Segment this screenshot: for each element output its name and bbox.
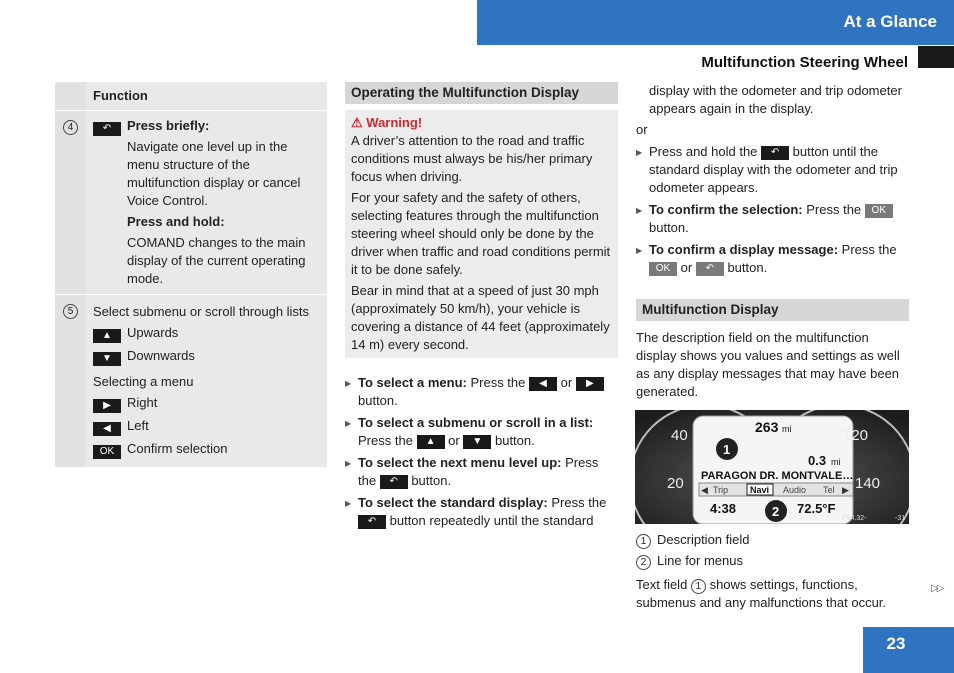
ok-button-icon: OK bbox=[865, 204, 893, 218]
display-illustration bbox=[635, 410, 909, 524]
instruction-item: ▶ To confirm the selection: Press the OK button. bbox=[636, 201, 909, 237]
range-unit: mi bbox=[782, 424, 792, 434]
ok-button-icon: OK bbox=[649, 262, 677, 276]
right-arrow-icon: ▶ bbox=[93, 399, 121, 413]
gauge-label: 40 bbox=[671, 427, 688, 444]
menu-item: Tel bbox=[823, 485, 835, 495]
multifunction-display-image bbox=[635, 410, 909, 524]
back-button-icon: ↶ bbox=[380, 475, 408, 489]
menu-item: Audio bbox=[783, 485, 807, 495]
captions: 1 Description field 2 Line for menus bbox=[636, 529, 750, 571]
table-row bbox=[55, 295, 327, 468]
press-hold-label: Press and hold: bbox=[127, 214, 225, 229]
caption-menu-line: Line for menus bbox=[657, 553, 743, 568]
row-number: 4 bbox=[63, 120, 78, 135]
downwards-label: Downwards bbox=[127, 348, 195, 363]
up-arrow-icon: ▲ bbox=[93, 329, 121, 343]
menu-intro: Selecting a menu bbox=[93, 374, 194, 389]
menu-item-active: Navi bbox=[750, 485, 770, 495]
display-section-title: Multifunction Display bbox=[636, 299, 909, 321]
upwards-label: Upwards bbox=[127, 325, 179, 340]
row-intro: Select submenu or scroll through lists bbox=[93, 304, 310, 319]
confirm-label: Confirm selection bbox=[127, 441, 228, 456]
street-text: PARAGON DR. MONTVALE… bbox=[701, 470, 854, 482]
section-title: Multifunction Steering Wheel bbox=[701, 54, 908, 71]
text-field-note: Text field 1 shows settings, functions, submenus and any malfunctions that occur. bbox=[636, 577, 887, 610]
chapter-title: At a Glance bbox=[843, 12, 937, 31]
instruction-item: ▶ To select the next menu level up: Press the ↶ button. bbox=[345, 454, 618, 490]
press-briefly-text: Navigate one level up in the menu structure of the multifunction display or cancel Voice Control. bbox=[127, 139, 301, 208]
row-number: 5 bbox=[63, 304, 78, 319]
warning-title: Warning! bbox=[366, 115, 423, 130]
table-header: Function bbox=[86, 82, 327, 110]
back-button-icon: ↶ bbox=[358, 515, 386, 529]
svg-text:1: 1 bbox=[723, 442, 731, 457]
caption-description-field: Description field bbox=[657, 532, 750, 547]
right-column bbox=[636, 82, 909, 401]
svg-text:2: 2 bbox=[772, 504, 780, 519]
middle-column bbox=[345, 82, 618, 530]
left-arrow-icon: ◀ bbox=[529, 377, 557, 391]
trip-unit: mi bbox=[831, 457, 841, 467]
ok-button-icon: OK bbox=[93, 445, 121, 459]
press-briefly-label: Press briefly: bbox=[127, 118, 210, 133]
svg-text:◀: ◀ bbox=[701, 485, 708, 495]
warning-triangle-icon: ⚠ bbox=[351, 115, 363, 130]
continue-arrow-icon: ▷▷ bbox=[931, 583, 943, 594]
time-value: 4:38 bbox=[710, 501, 737, 516]
table-header-row bbox=[55, 82, 327, 111]
right-label: Right bbox=[127, 395, 158, 410]
gauge-label: 20 bbox=[667, 475, 684, 492]
gauge-label: 120 bbox=[843, 427, 869, 444]
instruction-item: ▶ To select a menu: Press the ◀ or ▶ button. bbox=[345, 374, 618, 410]
warning-box bbox=[345, 110, 618, 358]
left-label: Left bbox=[127, 418, 149, 433]
instruction-item: ▶ To confirm a display message: Press the OK or ↶ button. bbox=[636, 241, 909, 277]
back-button-icon: ↶ bbox=[696, 262, 724, 276]
operating-section-title: Operating the Multifunction Display bbox=[345, 82, 618, 104]
warning-paragraph: Bear in mind that at a speed of just 30 mph (approximately 50 km/h), your vehicle is covering a distance of 44 feet (approximately 14 m) every second. bbox=[351, 283, 610, 352]
up-arrow-icon: ▲ bbox=[417, 435, 445, 449]
instruction-item: ▶ Press and hold the ↶ button until the standard display with the odometer and trip odometer appears. bbox=[636, 143, 909, 197]
temperature-value: 72.5°F bbox=[797, 501, 836, 516]
down-arrow-icon: ▼ bbox=[93, 352, 121, 366]
trip-value: 0.3 bbox=[808, 453, 827, 468]
menu-item: Trip bbox=[713, 485, 729, 495]
back-button-icon: ↶ bbox=[93, 122, 121, 136]
gauge-label: 140 bbox=[855, 475, 881, 492]
instruction-item: ▶ To select a submenu or scroll in a list: Press the ▲ or ▼ button. bbox=[345, 414, 618, 450]
right-arrow-icon: ▶ bbox=[576, 377, 604, 391]
instruction-item: ▶ To select the standard display: Press the ↶ button repeatedly until the standard bbox=[345, 494, 618, 530]
continued-text: display with the odometer and trip odometer appears again in the display. bbox=[649, 83, 902, 116]
table-row bbox=[55, 111, 327, 295]
down-arrow-icon: ▼ bbox=[463, 435, 491, 449]
warning-paragraph: A driver’s attention to the road and traffic conditions must always be his/her primary focus when driving. bbox=[351, 133, 593, 184]
press-hold-text: COMAND changes to the main display of the current operating mode. bbox=[127, 235, 306, 286]
left-arrow-icon: ◀ bbox=[93, 422, 121, 436]
page-number: 23 bbox=[886, 634, 906, 653]
function-table bbox=[55, 82, 327, 468]
svg-text:▶: ▶ bbox=[842, 485, 849, 495]
range-value: 263 bbox=[755, 419, 779, 435]
display-description: The description field on the multifunction display shows you values and settings as well as any display messages that may have been generated. bbox=[636, 330, 900, 399]
image-code: P54.32- bbox=[842, 515, 867, 522]
image-code-end: -31 bbox=[895, 515, 906, 522]
or-text: or bbox=[636, 122, 648, 137]
back-button-icon: ↶ bbox=[761, 146, 789, 160]
warning-paragraph: For your safety and the safety of others, selecting features through the multifunction steering wheel should only be done by the driver when traffic and road conditions permit it to be done safely. bbox=[351, 190, 611, 277]
thumb-tab bbox=[918, 46, 954, 68]
